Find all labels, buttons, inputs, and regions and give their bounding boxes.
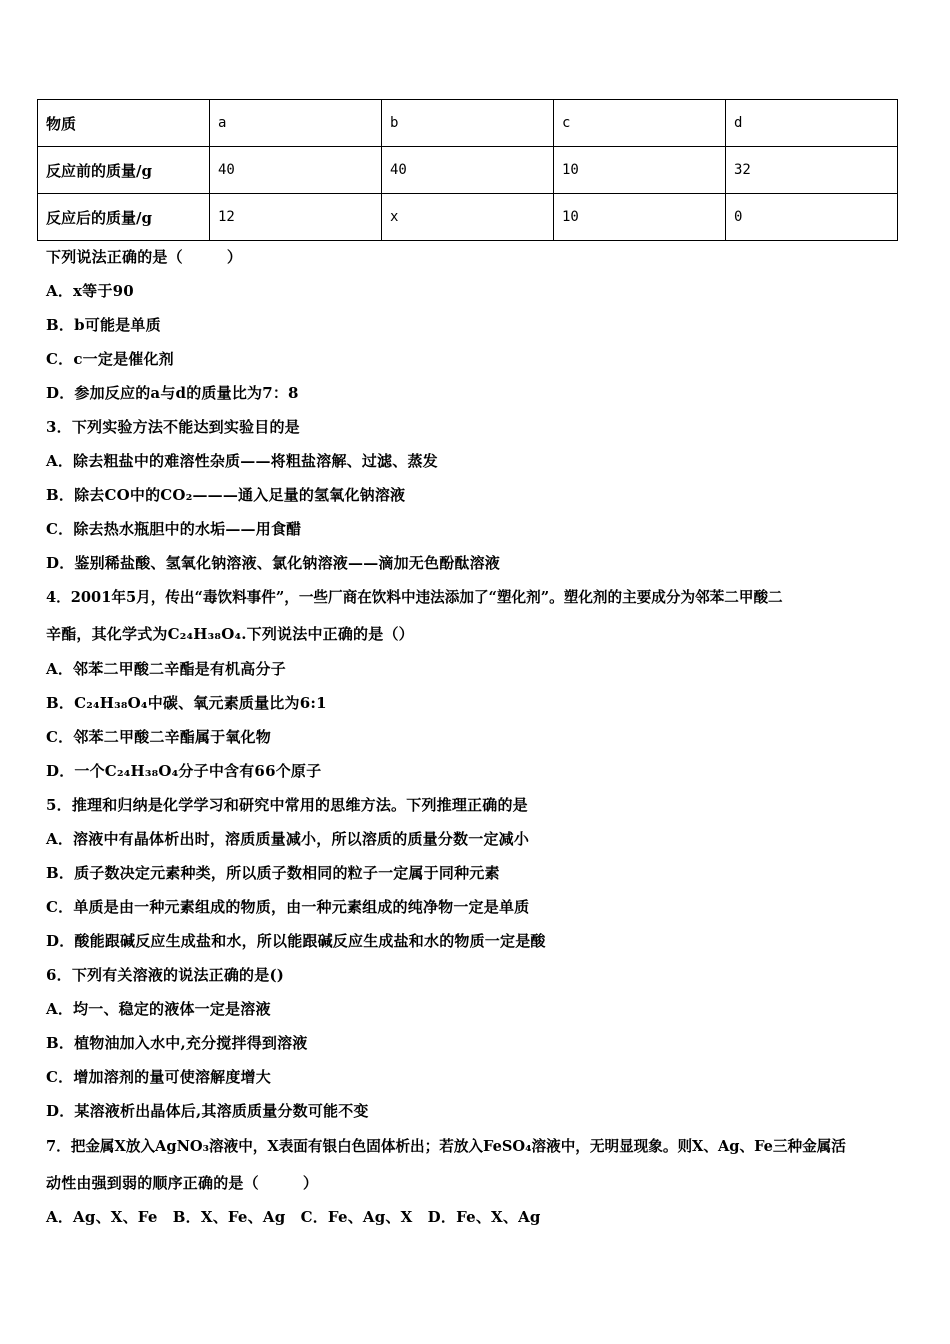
- q2-stem-text: 下列说法正确的是（: [46, 248, 183, 266]
- table-cell: 10: [554, 147, 726, 194]
- table-row: [38, 194, 898, 241]
- q4-option-a: A．邻苯二甲酸二辛酯是有机高分子: [46, 660, 286, 678]
- table-cell: a: [210, 100, 382, 147]
- q4-option-c: C．邻苯二甲酸二辛酯属于氧化物: [46, 728, 271, 746]
- q6-stem: 6．下列有关溶液的说法正确的是(): [46, 966, 285, 984]
- q2-option-d: D．参加反应的a与d的质量比为7：8: [46, 384, 299, 402]
- table-cell: 32: [726, 147, 898, 194]
- q5-option-d: D．酸能跟碱反应生成盐和水，所以能跟碱反应生成盐和水的物质一定是酸: [46, 932, 546, 950]
- q2-stem-end: ）: [226, 248, 243, 266]
- q3-option-d: D．鉴别稀盐酸、氢氧化钠溶液、氯化钠溶液——滴加无色酚酞溶液: [46, 554, 501, 572]
- q7-stem-line2: [46, 1172, 318, 1193]
- q3-option-a: A．除去粗盐中的难溶性杂质——将粗盐溶解、过滤、蒸发: [46, 452, 438, 470]
- q6-option-d: D．某溶液析出晶体后,其溶质质量分数可能不变: [46, 1102, 369, 1120]
- mass-table: [37, 99, 898, 241]
- q6-option-b: B．植物油加入水中,充分搅拌得到溶液: [46, 1034, 308, 1052]
- q3-stem: 3．下列实验方法不能达到实验目的是: [46, 418, 300, 436]
- table-cell: 0: [726, 194, 898, 241]
- q7-options: A．Ag、X、Fe B．X、Fe、Ag C．Fe、Ag、X D．Fe、X、Ag: [46, 1208, 541, 1226]
- table-cell: c: [554, 100, 726, 147]
- q4-option-b: B．C₂₄H₃₈O₄中碳、氧元素质量比为6:1: [46, 694, 327, 712]
- q5-option-a: A．溶液中有晶体析出时，溶质质量减小，所以溶质的质量分数一定减小: [46, 830, 530, 848]
- table-cell: 40: [382, 147, 554, 194]
- q3-option-b: B．除去CO中的CO₂———通入足量的氢氧化钠溶液: [46, 486, 406, 504]
- table-row: [38, 147, 898, 194]
- q4-stem-line1: 4．2001年5月，传出“毒饮料事件”，一些厂商在饮料中违法添加了“塑化剂”。塑化剂的主要成分为邻苯二甲酸二: [46, 589, 783, 606]
- q7-stem-line2-text: 动性由强到弱的顺序正确的是（: [46, 1174, 259, 1192]
- table-cell: x: [382, 194, 554, 241]
- q2-stem: [46, 246, 242, 267]
- table-cell: 反应后的质量/g: [38, 194, 210, 241]
- q6-option-c: C．增加溶剂的量可使溶解度增大: [46, 1068, 271, 1086]
- q5-option-b: B．质子数决定元素种类，所以质子数相同的粒子一定属于同种元素: [46, 864, 500, 882]
- q7-stem-line1: 7．把金属X放入AgNO₃溶液中，X表面有银白色固体析出；若放入FeSO₄溶液中，无明显现象。则X、Ag、Fe三种金属活: [46, 1138, 846, 1155]
- table-cell: b: [382, 100, 554, 147]
- q7-stem-line2-end: ）: [302, 1174, 319, 1192]
- table-cell: 反应前的质量/g: [38, 147, 210, 194]
- table-cell: 10: [554, 194, 726, 241]
- q5-option-c: C．单质是由一种元素组成的物质，由一种元素组成的纯净物一定是单质: [46, 898, 530, 916]
- q5-stem: 5．推理和归纳是化学学习和研究中常用的思维方法。下列推理正确的是: [46, 796, 528, 814]
- table-cell: 12: [210, 194, 382, 241]
- table-cell: d: [726, 100, 898, 147]
- q4-stem-line2: 辛酯，其化学式为C₂₄H₃₈O₄.下列说法中正确的是（）: [46, 625, 414, 643]
- table-header-row: [38, 100, 898, 147]
- q2-option-b: B．b可能是单质: [46, 316, 161, 334]
- table-cell: 40: [210, 147, 382, 194]
- table-cell: 物质: [38, 100, 210, 147]
- q3-option-c: C．除去热水瓶胆中的水垢——用食醋: [46, 520, 302, 538]
- q6-option-a: A．均一、稳定的液体一定是溶液: [46, 1000, 271, 1018]
- q4-option-d: D．一个C₂₄H₃₈O₄分子中含有66个原子: [46, 762, 322, 780]
- q2-option-a: A．x等于90: [46, 282, 134, 300]
- q2-option-c: C．c一定是催化剂: [46, 350, 174, 368]
